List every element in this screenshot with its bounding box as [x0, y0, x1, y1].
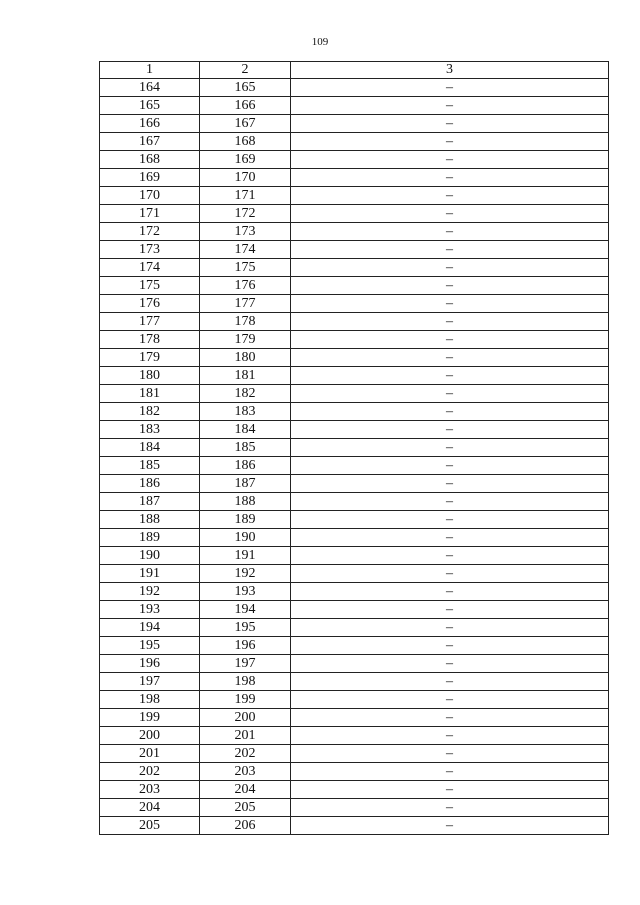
table-row [100, 547, 609, 565]
table-cell-col-1: 197 [100, 673, 200, 691]
table-row [100, 331, 609, 349]
table-row [100, 259, 609, 277]
table-cell-col-3: – [291, 367, 609, 385]
table-cell-col-2: 180 [200, 349, 291, 367]
table-row [100, 475, 609, 493]
table-cell-col-1: 181 [100, 385, 200, 403]
table-row [100, 79, 609, 97]
table-row [100, 763, 609, 781]
table-row [100, 421, 609, 439]
table-cell-col-3: – [291, 475, 609, 493]
table-cell-col-1: 186 [100, 475, 200, 493]
table-cell-col-3: – [291, 655, 609, 673]
table-cell-col-1: 203 [100, 781, 200, 799]
table-cell-col-1: 196 [100, 655, 200, 673]
page-number: 109 [311, 36, 329, 48]
table-cell-col-2: 186 [200, 457, 291, 475]
table-cell-col-2: 204 [200, 781, 291, 799]
table-row [100, 529, 609, 547]
table-cell-col-2: 170 [200, 169, 291, 187]
table-cell-col-2: 185 [200, 439, 291, 457]
table-header [100, 62, 609, 79]
table-cell-col-3: – [291, 709, 609, 727]
table-cell-col-2: 191 [200, 547, 291, 565]
table-cell-col-3: – [291, 673, 609, 691]
table-cell-col-2: 193 [200, 583, 291, 601]
table-cell-col-2: 168 [200, 133, 291, 151]
table-row [100, 349, 609, 367]
table-row [100, 385, 609, 403]
table-row [100, 367, 609, 385]
table-cell-col-1: 192 [100, 583, 200, 601]
table-row [100, 403, 609, 421]
table-row [100, 781, 609, 799]
table-cell-col-2: 167 [200, 115, 291, 133]
table-cell-col-3: – [291, 97, 609, 115]
column-header-3: 3 [291, 62, 609, 79]
table-cell-col-3: – [291, 115, 609, 133]
table-cell-col-1: 199 [100, 709, 200, 727]
table-row [100, 619, 609, 637]
table-row [100, 655, 609, 673]
table-row [100, 223, 609, 241]
table-cell-col-1: 198 [100, 691, 200, 709]
table-cell-col-2: 192 [200, 565, 291, 583]
table-cell-col-2: 195 [200, 619, 291, 637]
table-cell-col-2: 165 [200, 79, 291, 97]
table-cell-col-1: 166 [100, 115, 200, 133]
table-cell-col-3: – [291, 403, 609, 421]
table-cell-col-3: – [291, 583, 609, 601]
table-row [100, 583, 609, 601]
table-cell-col-3: – [291, 277, 609, 295]
table-cell-col-3: – [291, 493, 609, 511]
table-cell-col-1: 168 [100, 151, 200, 169]
table-row [100, 457, 609, 475]
table-row [100, 133, 609, 151]
table-cell-col-3: – [291, 727, 609, 745]
table-cell-col-3: – [291, 295, 609, 313]
header-row [100, 62, 609, 79]
table-cell-col-3: – [291, 205, 609, 223]
table-cell-col-2: 177 [200, 295, 291, 313]
table-cell-col-2: 171 [200, 187, 291, 205]
table-cell-col-3: – [291, 457, 609, 475]
table-cell-col-1: 204 [100, 799, 200, 817]
table-cell-col-1: 176 [100, 295, 200, 313]
table-row [100, 601, 609, 619]
table-cell-col-2: 194 [200, 601, 291, 619]
table-cell-col-1: 170 [100, 187, 200, 205]
table-row [100, 313, 609, 331]
table-cell-col-1: 184 [100, 439, 200, 457]
table-row [100, 709, 609, 727]
data-table [99, 61, 609, 835]
table-row [100, 493, 609, 511]
table-cell-col-1: 171 [100, 205, 200, 223]
table-cell-col-1: 193 [100, 601, 200, 619]
table-row [100, 97, 609, 115]
table-cell-col-1: 187 [100, 493, 200, 511]
table-row [100, 691, 609, 709]
table-row [100, 511, 609, 529]
table-cell-col-1: 169 [100, 169, 200, 187]
table-cell-col-2: 203 [200, 763, 291, 781]
table-row [100, 115, 609, 133]
table-cell-col-3: – [291, 781, 609, 799]
table-cell-col-3: – [291, 187, 609, 205]
table-cell-col-2: 183 [200, 403, 291, 421]
column-header-2: 2 [200, 62, 291, 79]
table-cell-col-2: 196 [200, 637, 291, 655]
table-cell-col-3: – [291, 385, 609, 403]
table-row [100, 187, 609, 205]
table-row [100, 745, 609, 763]
table-row [100, 565, 609, 583]
table-row [100, 295, 609, 313]
table-cell-col-2: 181 [200, 367, 291, 385]
table-cell-col-1: 195 [100, 637, 200, 655]
table-cell-col-2: 169 [200, 151, 291, 169]
table-cell-col-3: – [291, 529, 609, 547]
table-cell-col-3: – [291, 313, 609, 331]
table-cell-col-2: 188 [200, 493, 291, 511]
table-cell-col-3: – [291, 565, 609, 583]
table-cell-col-1: 189 [100, 529, 200, 547]
table-cell-col-2: 184 [200, 421, 291, 439]
table-cell-col-3: – [291, 763, 609, 781]
table-cell-col-3: – [291, 511, 609, 529]
table-cell-col-2: 166 [200, 97, 291, 115]
table-cell-col-1: 173 [100, 241, 200, 259]
table-cell-col-2: 175 [200, 259, 291, 277]
table-cell-col-2: 206 [200, 817, 291, 835]
table-cell-col-3: – [291, 421, 609, 439]
table-row [100, 637, 609, 655]
table-cell-col-3: – [291, 151, 609, 169]
table-cell-col-2: 197 [200, 655, 291, 673]
table-cell-col-1: 177 [100, 313, 200, 331]
table-cell-col-2: 189 [200, 511, 291, 529]
table-cell-col-3: – [291, 817, 609, 835]
table-cell-col-3: – [291, 349, 609, 367]
table-cell-col-1: 179 [100, 349, 200, 367]
table-cell-col-1: 201 [100, 745, 200, 763]
table-cell-col-3: – [291, 331, 609, 349]
table-cell-col-2: 199 [200, 691, 291, 709]
table-cell-col-2: 202 [200, 745, 291, 763]
table-cell-col-2: 174 [200, 241, 291, 259]
table-body [100, 79, 609, 835]
table-cell-col-2: 173 [200, 223, 291, 241]
table-row [100, 439, 609, 457]
table-cell-col-1: 202 [100, 763, 200, 781]
table-cell-col-2: 187 [200, 475, 291, 493]
table-cell-col-2: 172 [200, 205, 291, 223]
table-cell-col-1: 190 [100, 547, 200, 565]
table-cell-col-3: – [291, 799, 609, 817]
table-cell-col-1: 200 [100, 727, 200, 745]
table-row [100, 151, 609, 169]
table-cell-col-1: 194 [100, 619, 200, 637]
table-row [100, 799, 609, 817]
table-cell-col-2: 178 [200, 313, 291, 331]
table-cell-col-2: 201 [200, 727, 291, 745]
table-cell-col-3: – [291, 133, 609, 151]
table-row [100, 727, 609, 745]
table-cell-col-2: 179 [200, 331, 291, 349]
table-cell-col-1: 164 [100, 79, 200, 97]
table-cell-col-1: 178 [100, 331, 200, 349]
table-cell-col-2: 176 [200, 277, 291, 295]
table-cell-col-2: 198 [200, 673, 291, 691]
table-cell-col-1: 205 [100, 817, 200, 835]
table-row [100, 277, 609, 295]
table-cell-col-3: – [291, 745, 609, 763]
table-cell-col-3: – [291, 439, 609, 457]
table-cell-col-2: 200 [200, 709, 291, 727]
table-cell-col-3: – [291, 79, 609, 97]
table-cell-col-3: – [291, 601, 609, 619]
table-cell-col-3: – [291, 691, 609, 709]
table-cell-col-1: 182 [100, 403, 200, 421]
table-cell-col-3: – [291, 547, 609, 565]
table-cell-col-1: 191 [100, 565, 200, 583]
table-row [100, 817, 609, 835]
table-row [100, 205, 609, 223]
table-cell-col-3: – [291, 241, 609, 259]
table-cell-col-3: – [291, 259, 609, 277]
table-cell-col-1: 175 [100, 277, 200, 295]
table-row [100, 673, 609, 691]
table-cell-col-1: 188 [100, 511, 200, 529]
table-cell-col-1: 180 [100, 367, 200, 385]
table-cell-col-1: 172 [100, 223, 200, 241]
table-cell-col-1: 165 [100, 97, 200, 115]
table-cell-col-3: – [291, 223, 609, 241]
table-cell-col-2: 182 [200, 385, 291, 403]
table-cell-col-3: – [291, 637, 609, 655]
table-cell-col-2: 205 [200, 799, 291, 817]
table-row [100, 241, 609, 259]
table-cell-col-1: 174 [100, 259, 200, 277]
table-cell-col-2: 190 [200, 529, 291, 547]
table-row [100, 169, 609, 187]
table-cell-col-1: 185 [100, 457, 200, 475]
table-cell-col-3: – [291, 169, 609, 187]
table-cell-col-3: – [291, 619, 609, 637]
table-cell-col-1: 167 [100, 133, 200, 151]
table-cell-col-1: 183 [100, 421, 200, 439]
column-header-1: 1 [100, 62, 200, 79]
